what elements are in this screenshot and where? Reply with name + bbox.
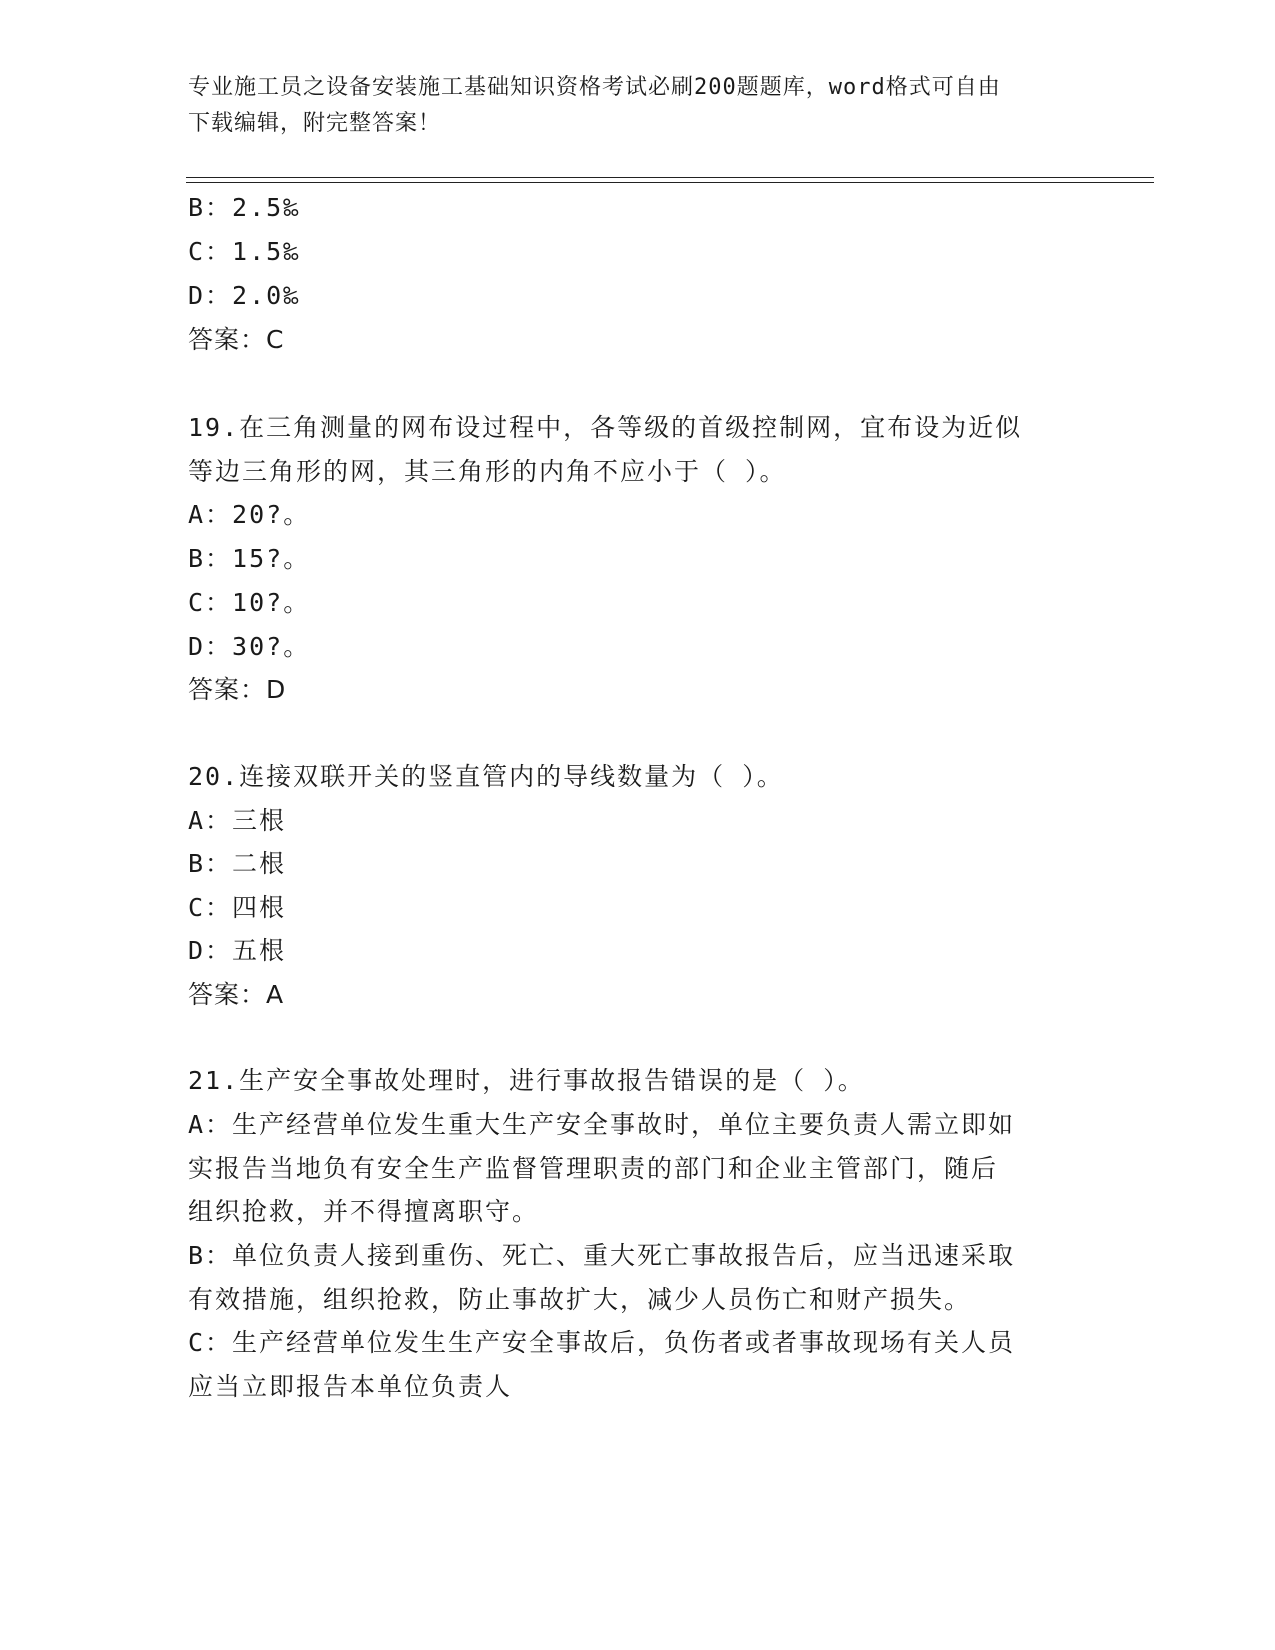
q19-option-c: C：10?。 <box>188 588 311 617</box>
q19-option-b: B：15?。 <box>188 544 311 573</box>
q18-option-d: D：2.0‰ <box>188 281 301 310</box>
q20-option-d: D：五根 <box>188 936 287 965</box>
header-line-2: 下载编辑，附完整答案！ <box>188 111 442 136</box>
q19-stem-line-1: 19.在三角测量的网布设过程中，各等级的首级控制网，宜布设为近似 <box>188 413 1023 442</box>
q20-option-b: B：二根 <box>188 849 287 878</box>
q18-option-b: B：2.5‰ <box>188 193 301 222</box>
q19-option-d: D：30?。 <box>188 632 311 661</box>
q20-option-c: C：四根 <box>188 893 287 922</box>
q19-option-a: A：20?。 <box>188 500 311 529</box>
q21-option-a-line-2: 实报告当地负有安全生产监督管理职责的部门和企业主管部门，随后 <box>188 1154 999 1183</box>
document-header <box>188 70 1068 142</box>
q19-stem-line-2: 等边三角形的网，其三角形的内角不应小于（ ）。 <box>188 457 787 486</box>
header-divider-top <box>186 177 1154 178</box>
header-line-1: 专业施工员之设备安装施工基础知识资格考试必刷200题题库，word格式可自由 <box>188 75 1001 100</box>
q21-option-c-line-2: 应当立即报告本单位负责人 <box>188 1372 513 1401</box>
q21-option-a-line-1: A：生产经营单位发生重大生产安全事故时，单位主要负责人需立即如 <box>188 1110 1016 1139</box>
q20-stem: 20.连接双联开关的竖直管内的导线数量为（ ）。 <box>188 762 784 791</box>
q21-option-c-line-1: C：生产经营单位发生生产安全事故后，负伤者或者事故现场有关人员 <box>188 1328 1016 1357</box>
q19-answer: 答案：D <box>188 675 287 704</box>
q20-answer: 答案：A <box>188 980 285 1009</box>
q20-option-a: A：三根 <box>188 806 287 835</box>
header-divider-bottom <box>186 182 1154 183</box>
q21-option-b-line-1: B：单位负责人接到重伤、死亡、重大死亡事故报告后，应当迅速采取 <box>188 1241 1016 1270</box>
q21-option-b-line-2: 有效措施，组织抢救，防止事故扩大，减少人员伤亡和财产损失。 <box>188 1285 972 1314</box>
q18-option-c: C：1.5‰ <box>188 237 301 266</box>
q18-answer: 答案：C <box>188 325 285 354</box>
q21-stem: 21.生产安全事故处理时，进行事故报告错误的是（ ）。 <box>188 1066 865 1095</box>
q21-option-a-line-3: 组织抢救，并不得擅离职守。 <box>188 1197 540 1226</box>
